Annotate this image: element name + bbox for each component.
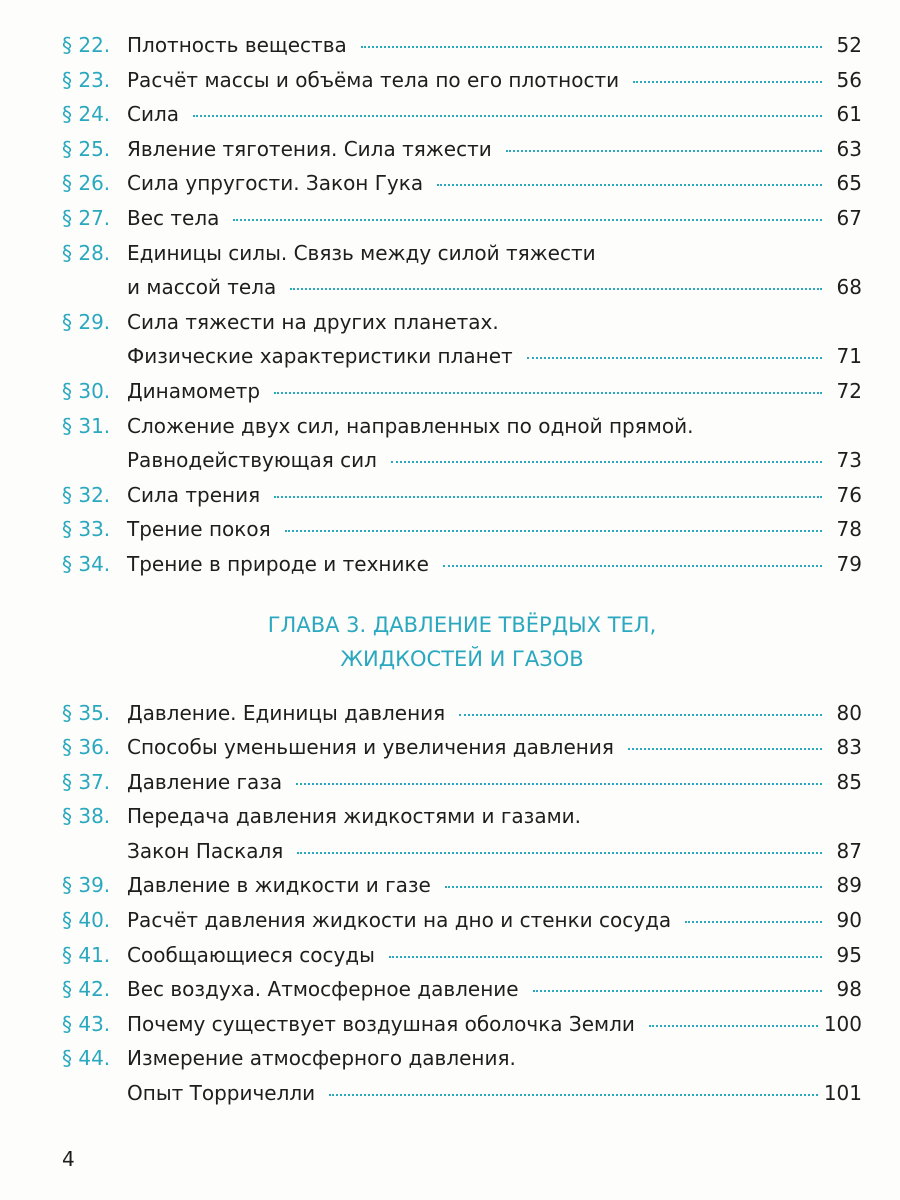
page-ref: 98 <box>836 977 862 1002</box>
dot-leader <box>389 956 822 958</box>
page-ref: 101 <box>823 1081 862 1106</box>
section-number: § 28. <box>62 240 111 265</box>
page-ref: 95 <box>836 942 862 967</box>
page-ref: 56 <box>836 67 862 92</box>
dot-leader <box>274 496 822 498</box>
page-ref: 65 <box>836 171 862 196</box>
section-number: § 43. <box>62 1011 111 1036</box>
dot-leader <box>329 1094 818 1096</box>
entry-body <box>127 201 862 236</box>
chapter-heading <box>62 608 862 676</box>
chapter-heading-line-1: ГЛАВА 3. ДАВЛЕНИЕ ТВЁРДЫХ ТЕЛ, <box>267 612 657 637</box>
entry-body <box>127 512 862 547</box>
section-number: § 30. <box>62 378 111 403</box>
page-ref: 52 <box>836 33 862 57</box>
entry-line <box>127 903 862 938</box>
toc-entry <box>62 166 862 201</box>
entry-line <box>127 443 862 478</box>
entry-body <box>127 97 862 132</box>
section-number: § 38. <box>62 804 111 829</box>
section-title: Сложение двух сил, направленных по одной прямой. <box>127 413 694 438</box>
toc-entry <box>62 1041 862 1110</box>
dot-leader <box>297 852 822 854</box>
dot-leader <box>285 530 822 532</box>
section-number: § 40. <box>62 908 111 933</box>
entry-line <box>127 1041 862 1076</box>
entry-body <box>127 903 862 938</box>
dot-leader <box>233 219 822 221</box>
section-title: Сообщающиеся сосуды <box>127 942 375 967</box>
section-number: § 39. <box>62 873 111 898</box>
entry-line <box>127 1076 862 1111</box>
section-number: § 29. <box>62 309 111 334</box>
section-title: Вес воздуха. Атмосферное давление <box>127 977 519 1002</box>
section-title: Измерение атмосферного давления. <box>127 1046 516 1071</box>
toc-entry <box>62 409 862 478</box>
section-title: Расчёт массы и объёма тела по его плотности <box>127 67 620 92</box>
toc-entry <box>62 28 862 63</box>
entry-body <box>127 236 862 305</box>
toc-entry <box>62 201 862 236</box>
page-number: 4 <box>62 1147 75 1171</box>
section-title: Сила упругости. Закон Гука <box>127 171 424 196</box>
toc-entry <box>62 63 862 98</box>
page-ref: 85 <box>836 769 862 794</box>
entry-body <box>127 696 862 731</box>
entry-line <box>127 374 862 409</box>
dot-leader <box>685 921 822 923</box>
toc-entry <box>62 799 862 868</box>
entry-body <box>127 305 862 374</box>
entry-line <box>127 799 862 834</box>
toc-entry <box>62 730 862 765</box>
section-title: Трение покоя <box>127 517 271 542</box>
section-title: Давление в жидкости и газе <box>127 873 431 898</box>
toc-entry <box>62 374 862 409</box>
entry-line <box>127 339 862 374</box>
section-title: Способы уменьшения и увеличения давления <box>127 735 614 760</box>
section-number: § 24. <box>62 102 111 127</box>
entry-line <box>127 201 862 236</box>
page-ref: 80 <box>836 700 862 725</box>
dot-leader <box>193 115 822 117</box>
toc-entry <box>62 305 862 374</box>
page-ref: 90 <box>836 908 862 933</box>
entry-body <box>127 478 862 513</box>
section-title: Давление газа <box>127 769 283 794</box>
dot-leader <box>361 46 822 48</box>
entry-line <box>127 868 862 903</box>
toc-entry <box>62 547 862 582</box>
section-title: Давление. Единицы давления <box>127 700 446 725</box>
entry-line <box>127 305 862 340</box>
section-title: Сила тяжести на других планетах. <box>127 309 499 334</box>
toc-entry <box>62 1007 862 1042</box>
section-title: Опыт Торричелли <box>127 1081 316 1106</box>
section-title: Динамометр <box>127 378 261 403</box>
toc-entry <box>62 696 862 731</box>
section-number: § 26. <box>62 171 111 196</box>
section-title: Вес тела <box>127 205 220 230</box>
section-number: § 34. <box>62 551 111 576</box>
section-title: Явление тяготения. Сила тяжести <box>127 136 492 161</box>
page-ref: 72 <box>836 378 862 403</box>
section-number: § 37. <box>62 769 111 794</box>
toc-entry <box>62 236 862 305</box>
page-ref: 89 <box>836 873 862 898</box>
section-title: Физические характеристики планет <box>127 344 513 369</box>
section-title: Почему существует воздушная оболочка Земли <box>127 1011 635 1036</box>
entry-body <box>127 409 862 478</box>
page-ref: 87 <box>836 838 862 863</box>
entry-body <box>127 938 862 973</box>
dot-leader <box>296 783 822 785</box>
section-number: § 23. <box>62 67 111 92</box>
entry-line <box>127 512 862 547</box>
section-title: Единицы силы. Связь между силой тяжести <box>127 240 596 265</box>
entry-body <box>127 132 862 167</box>
entry-line <box>127 765 862 800</box>
section-number: § 41. <box>62 942 111 967</box>
toc-entry <box>62 938 862 973</box>
entry-line <box>127 972 862 1007</box>
page-ref: 79 <box>836 551 862 576</box>
entry-body <box>127 972 862 1007</box>
dot-leader <box>649 1025 818 1027</box>
entry-line <box>127 834 862 869</box>
entry-body <box>127 765 862 800</box>
entry-body <box>127 63 862 98</box>
entry-line <box>127 28 862 63</box>
page-ref: 100 <box>823 1011 862 1036</box>
section-title: Закон Паскаля <box>127 838 284 863</box>
toc-entry <box>62 972 862 1007</box>
entry-line <box>127 132 862 167</box>
dot-leader <box>533 990 822 992</box>
entry-body <box>127 1007 862 1042</box>
chapter-heading-line-2: ЖИДКОСТЕЙ И ГАЗОВ <box>340 646 584 671</box>
entry-body <box>127 1041 862 1110</box>
toc-entry <box>62 868 862 903</box>
page-ref: 61 <box>836 102 862 127</box>
entry-body <box>127 28 862 63</box>
section-number: § 32. <box>62 482 111 507</box>
dot-leader <box>445 886 822 888</box>
section-title: Сила <box>127 102 180 127</box>
toc-entry <box>62 765 862 800</box>
dot-leader <box>391 461 822 463</box>
toc-entry <box>62 478 862 513</box>
entry-line <box>127 63 862 98</box>
section-number: § 44. <box>62 1046 111 1071</box>
page-ref: 67 <box>836 205 862 230</box>
section-title: Передача давления жидкостями и газами. <box>127 804 582 829</box>
toc-entry <box>62 903 862 938</box>
dot-leader <box>443 565 822 567</box>
section-title: Сила трения <box>127 482 261 507</box>
dot-leader <box>628 748 822 750</box>
page-ref: 78 <box>836 517 862 542</box>
entry-body <box>127 730 862 765</box>
section-number: § 33. <box>62 517 111 542</box>
dot-leader <box>437 184 822 186</box>
section-number: § 35. <box>62 700 111 725</box>
entry-body <box>127 799 862 868</box>
section-number: § 42. <box>62 977 111 1002</box>
section-title: и массой тела <box>127 275 277 300</box>
section-title: Расчёт давления жидкости на дно и стенки сосуда <box>127 908 672 933</box>
section-title: Трение в природе и технике <box>127 551 429 576</box>
section-number: § 25. <box>62 136 111 161</box>
table-of-contents <box>62 28 862 1111</box>
dot-leader <box>459 714 822 716</box>
entry-line <box>127 696 862 731</box>
section-title: Равнодействующая сил <box>127 448 377 473</box>
entry-line <box>127 478 862 513</box>
toc-entry <box>62 132 862 167</box>
section-number: § 27. <box>62 205 111 230</box>
entry-body <box>127 166 862 201</box>
entry-line <box>127 730 862 765</box>
entry-line <box>127 547 862 582</box>
entry-line <box>127 1007 862 1042</box>
entry-body <box>127 547 862 582</box>
toc-entry <box>62 97 862 132</box>
entry-line <box>127 166 862 201</box>
dot-leader <box>506 150 822 152</box>
toc-group-chapter-2 <box>62 28 862 582</box>
page-ref: 76 <box>836 482 862 507</box>
page-ref: 73 <box>836 448 862 473</box>
toc-entry <box>62 512 862 547</box>
entry-line <box>127 409 862 444</box>
toc-group-chapter-3 <box>62 696 862 1111</box>
entry-line <box>127 270 862 305</box>
dot-leader <box>290 288 822 290</box>
page-ref: 83 <box>836 735 862 760</box>
dot-leader <box>274 392 822 394</box>
dot-leader <box>633 81 822 83</box>
entry-body <box>127 374 862 409</box>
section-title: Плотность вещества <box>127 33 347 57</box>
entry-body <box>127 868 862 903</box>
section-number: § 22. <box>62 33 111 57</box>
entry-line <box>127 938 862 973</box>
dot-leader <box>527 357 822 359</box>
section-number: § 36. <box>62 735 111 760</box>
entry-line <box>127 97 862 132</box>
page-ref: 68 <box>836 275 862 300</box>
section-number: § 31. <box>62 413 111 438</box>
page-ref: 63 <box>836 136 862 161</box>
page-ref: 71 <box>836 344 862 369</box>
entry-line <box>127 236 862 271</box>
